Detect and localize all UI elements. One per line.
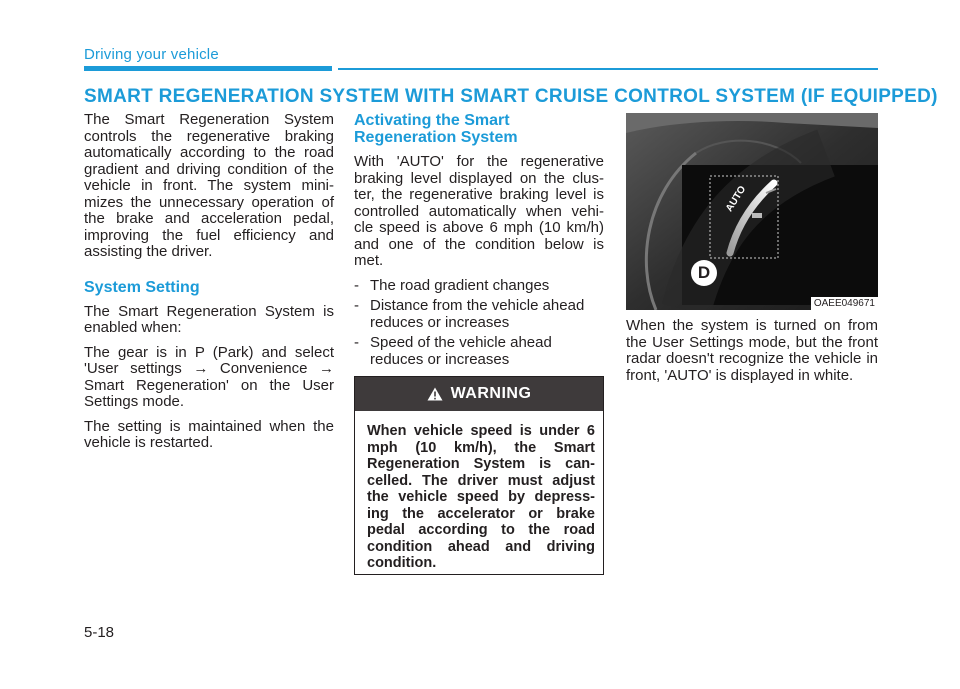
condition-list — [354, 278, 604, 369]
header-rule — [338, 68, 878, 70]
setting-paragraph-1: The Smart Regeneration System is enabled when: — [84, 302, 334, 336]
warning-header — [355, 377, 603, 411]
list-dash: - — [354, 297, 359, 314]
list-item — [354, 278, 604, 295]
auto-label: AUTO — [724, 184, 749, 214]
list-dash: - — [354, 334, 359, 351]
cluster-illustration — [626, 113, 878, 310]
column-right-text — [626, 318, 878, 384]
intro-paragraph: The Smart Regeneration System controls the regenerative braking automatically according to the road gradient and driving condition of the vehicle in front. The system mini-mizes the unnecessary operation of the brake and acceleration pedal, improving the fuel efficiency and assisting the driver. — [84, 111, 334, 260]
column-middle — [354, 112, 604, 372]
warning-label: WARNING — [450, 385, 532, 402]
activating-paragraph: With 'AUTO' for the regenerative braking level displayed on the clus-ter, the regenerative braking level is controlled automatically when vehi-cle speed is above 6 mph (10 km/h) and one of the condition below is met. — [354, 153, 604, 269]
auto-display-paragraph: When the system is turned on from the User Settings mode, but the front radar doesn't recognize the vehicle in front, 'AUTO' is displayed in white. — [626, 317, 878, 384]
section-label: Driving your vehicle — [84, 46, 219, 63]
list-dash: - — [354, 276, 359, 294]
warning-box — [354, 376, 604, 575]
figure-code: OAEE049671 — [811, 297, 878, 310]
setting-paragraph-3: The setting is maintained when the vehicle is restarted. — [84, 417, 334, 451]
list-item-text: Distance from the vehicle ahead reduces or increases — [370, 297, 585, 331]
column-left — [84, 112, 334, 460]
page-title: SMART REGENERATION SYSTEM WITH SMART CRUISE CONTROL SYSTEM (IF EQUIPPED) — [84, 86, 938, 107]
warning-text: When vehicle speed is under 6 mph (10 km/h), the Smart Regeneration System is can-celled. The driver must adjust the vehicle speed by depress-ing the accelerator or brake pedal according to the road condition ahead and driving condition. — [367, 423, 595, 571]
cluster-drawing — [626, 113, 878, 310]
list-item — [354, 298, 604, 331]
warning-triangle-icon — [427, 387, 443, 401]
header-rule-accent — [84, 66, 332, 71]
gear-d-indicator: D — [697, 263, 711, 282]
list-item-text: The road gradient changes — [370, 276, 550, 294]
list-item — [354, 335, 604, 368]
activating-heading: Activating the Smart Regeneration System — [354, 112, 518, 146]
system-setting-heading: System Setting — [84, 278, 200, 296]
page-number: 5-18 — [84, 624, 115, 641]
list-item-text: Speed of the vehicle ahead reduces or increases — [370, 334, 552, 368]
setting-paragraph-2: The gear is in P (Park) and select 'User settings → Convenience → Smart Regeneration' on the User Settings mode. — [84, 343, 334, 410]
